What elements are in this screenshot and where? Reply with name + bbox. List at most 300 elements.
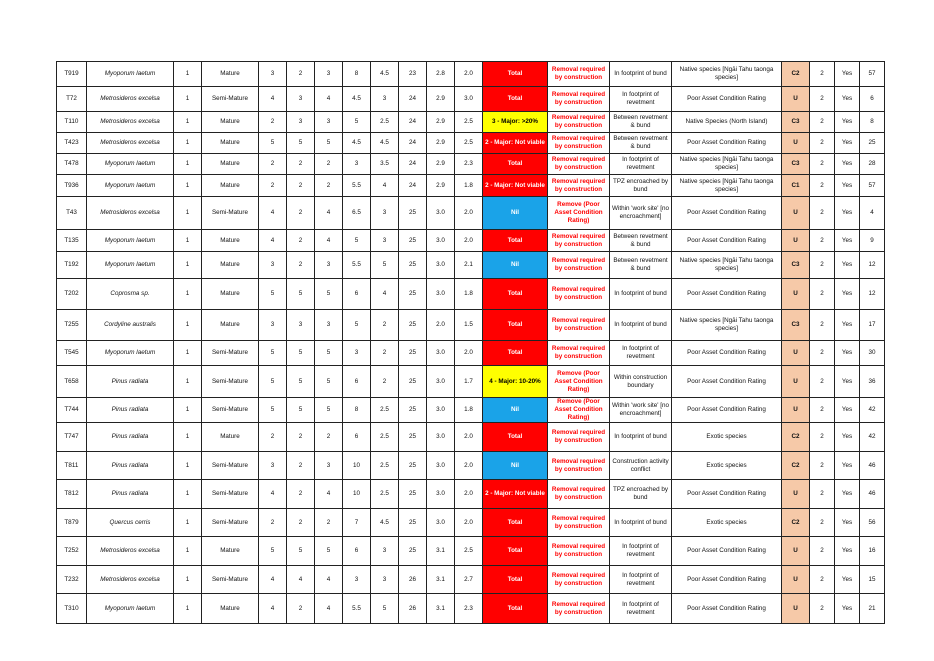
distance-cell: 24: [399, 175, 427, 197]
rating-cell: 2: [287, 509, 315, 537]
rating-cell: 2: [315, 423, 343, 452]
rating-cell: 2: [287, 197, 315, 230]
distance-cell: 25: [399, 537, 427, 566]
quantity-cell: 1: [174, 566, 202, 594]
rating-cell: 3: [259, 452, 287, 480]
species-cell: Quercus cerris: [87, 509, 174, 537]
rating-cell: 5: [315, 279, 343, 310]
encroachment-cell: 2.5: [455, 537, 483, 566]
age-class-cell: Mature: [202, 62, 259, 87]
tree-id-cell: T879: [57, 509, 87, 537]
rating-cell: 3: [315, 310, 343, 341]
action-cell: Removal required by construction: [548, 230, 610, 252]
count-cell: 2: [810, 87, 835, 112]
status-cell: Poor Asset Condition Rating: [672, 594, 782, 624]
rating-cell: 2: [287, 252, 315, 279]
spread-cell: 4: [371, 279, 399, 310]
rating-cell: 2: [315, 509, 343, 537]
tree-id-cell: T310: [57, 594, 87, 624]
tree-id-cell: T135: [57, 230, 87, 252]
age-class-cell: Mature: [202, 154, 259, 175]
yes-cell: Yes: [835, 279, 860, 310]
rating-cell: 5: [259, 366, 287, 398]
rating-cell: 5: [259, 398, 287, 423]
count-cell: 2: [810, 154, 835, 175]
table-row: [57, 452, 885, 480]
count-cell: 2: [810, 594, 835, 624]
rating-cell: 2: [259, 423, 287, 452]
yes-cell: Yes: [835, 175, 860, 197]
class-cell: U: [782, 87, 810, 112]
count-cell: 2: [810, 310, 835, 341]
height-cell: 3: [343, 154, 371, 175]
table-row: [57, 594, 885, 624]
reason-cell: In footprint of bund: [610, 62, 672, 87]
class-cell: U: [782, 594, 810, 624]
species-cell: Pinus radiata: [87, 423, 174, 452]
encroachment-cell: 2.0: [455, 341, 483, 366]
table-row: [57, 133, 885, 154]
table-row: [57, 197, 885, 230]
rating-cell: 4: [315, 197, 343, 230]
quantity-cell: 1: [174, 154, 202, 175]
quantity-cell: 1: [174, 452, 202, 480]
reference-cell: 17: [860, 310, 885, 341]
reference-cell: 56: [860, 509, 885, 537]
quantity-cell: 1: [174, 62, 202, 87]
spread-cell: 4.5: [371, 133, 399, 154]
status-cell: Poor Asset Condition Rating: [672, 398, 782, 423]
action-cell: Removal required by construction: [548, 341, 610, 366]
reason-cell: In footprint of bund: [610, 279, 672, 310]
radius-cell: 2.8: [427, 62, 455, 87]
impact-cell: Total: [483, 566, 548, 594]
age-class-cell: Semi-Mature: [202, 566, 259, 594]
spread-cell: 4.5: [371, 509, 399, 537]
yes-cell: Yes: [835, 310, 860, 341]
yes-cell: Yes: [835, 480, 860, 509]
spread-cell: 2.5: [371, 452, 399, 480]
age-class-cell: Semi-Mature: [202, 452, 259, 480]
distance-cell: 23: [399, 62, 427, 87]
encroachment-cell: 2.1: [455, 252, 483, 279]
reason-cell: Between revetment & bund: [610, 230, 672, 252]
rating-cell: 4: [315, 566, 343, 594]
action-cell: Removal required by construction: [548, 480, 610, 509]
age-class-cell: Semi-Mature: [202, 366, 259, 398]
encroachment-cell: 1.8: [455, 279, 483, 310]
quantity-cell: 1: [174, 230, 202, 252]
action-cell: Removal required by construction: [548, 279, 610, 310]
age-class-cell: Mature: [202, 594, 259, 624]
quantity-cell: 1: [174, 279, 202, 310]
age-class-cell: Mature: [202, 175, 259, 197]
age-class-cell: Mature: [202, 310, 259, 341]
distance-cell: 26: [399, 594, 427, 624]
reference-cell: 42: [860, 398, 885, 423]
count-cell: 2: [810, 62, 835, 87]
reference-cell: 15: [860, 566, 885, 594]
rating-cell: 2: [287, 594, 315, 624]
rating-cell: 4: [315, 480, 343, 509]
impact-cell: Nil: [483, 398, 548, 423]
impact-cell: Nil: [483, 197, 548, 230]
radius-cell: 2.9: [427, 112, 455, 133]
encroachment-cell: 2.5: [455, 112, 483, 133]
species-cell: Myoporum laetum: [87, 230, 174, 252]
rating-cell: 2: [315, 175, 343, 197]
rating-cell: 2: [259, 112, 287, 133]
reason-cell: TPZ encroached by bund: [610, 480, 672, 509]
table-row: [57, 537, 885, 566]
height-cell: 6.5: [343, 197, 371, 230]
count-cell: 2: [810, 175, 835, 197]
species-cell: Metrosideros excelsa: [87, 133, 174, 154]
reference-cell: 42: [860, 423, 885, 452]
reference-cell: 8: [860, 112, 885, 133]
status-cell: Native species [Ngāi Tahu taonga species]: [672, 62, 782, 87]
age-class-cell: Mature: [202, 279, 259, 310]
yes-cell: Yes: [835, 154, 860, 175]
reason-cell: In footprint of revetment: [610, 566, 672, 594]
distance-cell: 25: [399, 366, 427, 398]
reference-cell: 12: [860, 252, 885, 279]
yes-cell: Yes: [835, 398, 860, 423]
rating-cell: 4: [259, 566, 287, 594]
rating-cell: 2: [287, 452, 315, 480]
quantity-cell: 1: [174, 133, 202, 154]
yes-cell: Yes: [835, 423, 860, 452]
quantity-cell: 1: [174, 175, 202, 197]
impact-cell: Total: [483, 509, 548, 537]
rating-cell: 2: [259, 154, 287, 175]
species-cell: Myoporum laetum: [87, 154, 174, 175]
table-row: [57, 279, 885, 310]
age-class-cell: Semi-Mature: [202, 480, 259, 509]
impact-cell: Total: [483, 310, 548, 341]
reason-cell: In footprint of bund: [610, 310, 672, 341]
spread-cell: 5: [371, 252, 399, 279]
quantity-cell: 1: [174, 398, 202, 423]
impact-cell: Total: [483, 594, 548, 624]
action-cell: Remove (Poor Asset Condition Rating): [548, 398, 610, 423]
reference-cell: 4: [860, 197, 885, 230]
reason-cell: In footprint of revetment: [610, 594, 672, 624]
count-cell: 2: [810, 398, 835, 423]
rating-cell: 3: [287, 310, 315, 341]
impact-cell: 2 - Major: Not viable: [483, 133, 548, 154]
action-cell: Removal required by construction: [548, 452, 610, 480]
reason-cell: In footprint of revetment: [610, 87, 672, 112]
reason-cell: In footprint of revetment: [610, 537, 672, 566]
yes-cell: Yes: [835, 452, 860, 480]
yes-cell: Yes: [835, 537, 860, 566]
spread-cell: 5: [371, 594, 399, 624]
age-class-cell: Mature: [202, 112, 259, 133]
reference-cell: 25: [860, 133, 885, 154]
tree-assessment-table: [56, 61, 885, 624]
yes-cell: Yes: [835, 112, 860, 133]
reference-cell: 21: [860, 594, 885, 624]
action-cell: Removal required by construction: [548, 310, 610, 341]
species-cell: Metrosideros excelsa: [87, 87, 174, 112]
spread-cell: 2.5: [371, 398, 399, 423]
rating-cell: 5: [287, 341, 315, 366]
distance-cell: 25: [399, 341, 427, 366]
rating-cell: 2: [287, 423, 315, 452]
reference-cell: 46: [860, 480, 885, 509]
tree-id-cell: T744: [57, 398, 87, 423]
status-cell: Poor Asset Condition Rating: [672, 279, 782, 310]
table-row: [57, 480, 885, 509]
reason-cell: In footprint of bund: [610, 509, 672, 537]
yes-cell: Yes: [835, 341, 860, 366]
distance-cell: 24: [399, 133, 427, 154]
species-cell: Cordyline australis: [87, 310, 174, 341]
quantity-cell: 1: [174, 87, 202, 112]
count-cell: 2: [810, 279, 835, 310]
rating-cell: 4: [259, 594, 287, 624]
tree-id-cell: T110: [57, 112, 87, 133]
height-cell: 5.5: [343, 252, 371, 279]
radius-cell: 3.1: [427, 537, 455, 566]
class-cell: U: [782, 480, 810, 509]
distance-cell: 25: [399, 452, 427, 480]
status-cell: Poor Asset Condition Rating: [672, 133, 782, 154]
reason-cell: In footprint of revetment: [610, 341, 672, 366]
table-row: [57, 87, 885, 112]
radius-cell: 2.9: [427, 133, 455, 154]
age-class-cell: Mature: [202, 423, 259, 452]
class-cell: U: [782, 133, 810, 154]
rating-cell: 2: [259, 175, 287, 197]
rating-cell: 5: [287, 279, 315, 310]
spread-cell: 2.5: [371, 112, 399, 133]
count-cell: 2: [810, 480, 835, 509]
quantity-cell: 1: [174, 509, 202, 537]
yes-cell: Yes: [835, 62, 860, 87]
rating-cell: 3: [259, 252, 287, 279]
count-cell: 2: [810, 509, 835, 537]
species-cell: Myoporum laetum: [87, 62, 174, 87]
impact-cell: Total: [483, 87, 548, 112]
impact-cell: 2 - Major: Not viable: [483, 480, 548, 509]
rating-cell: 4: [315, 87, 343, 112]
radius-cell: 3.0: [427, 197, 455, 230]
table-row: [57, 62, 885, 87]
encroachment-cell: 2.7: [455, 566, 483, 594]
reference-cell: 57: [860, 175, 885, 197]
radius-cell: 3.0: [427, 423, 455, 452]
count-cell: 2: [810, 566, 835, 594]
species-cell: Pinus radiata: [87, 398, 174, 423]
reference-cell: 30: [860, 341, 885, 366]
quantity-cell: 1: [174, 197, 202, 230]
encroachment-cell: 3.0: [455, 87, 483, 112]
reference-cell: 36: [860, 366, 885, 398]
table-body: [57, 62, 885, 624]
quantity-cell: 1: [174, 252, 202, 279]
tree-id-cell: T811: [57, 452, 87, 480]
height-cell: 8: [343, 398, 371, 423]
reference-cell: 9: [860, 230, 885, 252]
impact-cell: Nil: [483, 452, 548, 480]
distance-cell: 25: [399, 398, 427, 423]
height-cell: 8: [343, 62, 371, 87]
reference-cell: 16: [860, 537, 885, 566]
species-cell: Pinus radiata: [87, 366, 174, 398]
yes-cell: Yes: [835, 133, 860, 154]
rating-cell: 5: [287, 133, 315, 154]
species-cell: Metrosideros excelsa: [87, 112, 174, 133]
rating-cell: 5: [259, 133, 287, 154]
count-cell: 2: [810, 452, 835, 480]
yes-cell: Yes: [835, 230, 860, 252]
impact-cell: Total: [483, 279, 548, 310]
quantity-cell: 1: [174, 112, 202, 133]
action-cell: Removal required by construction: [548, 62, 610, 87]
action-cell: Removal required by construction: [548, 112, 610, 133]
count-cell: 2: [810, 197, 835, 230]
radius-cell: 3.0: [427, 480, 455, 509]
quantity-cell: 1: [174, 423, 202, 452]
tree-id-cell: T423: [57, 133, 87, 154]
rating-cell: 4: [259, 197, 287, 230]
species-cell: Myoporum laetum: [87, 175, 174, 197]
class-cell: C3: [782, 154, 810, 175]
rating-cell: 3: [315, 452, 343, 480]
action-cell: Removal required by construction: [548, 594, 610, 624]
count-cell: 2: [810, 133, 835, 154]
status-cell: Exotic species: [672, 452, 782, 480]
count-cell: 2: [810, 230, 835, 252]
encroachment-cell: 2.3: [455, 594, 483, 624]
status-cell: Poor Asset Condition Rating: [672, 87, 782, 112]
species-cell: Myoporum laetum: [87, 252, 174, 279]
species-cell: Pinus radiata: [87, 480, 174, 509]
reference-cell: 46: [860, 452, 885, 480]
distance-cell: 25: [399, 230, 427, 252]
table-row: [57, 230, 885, 252]
rating-cell: 5: [287, 398, 315, 423]
impact-cell: Total: [483, 230, 548, 252]
radius-cell: 3.0: [427, 509, 455, 537]
quantity-cell: 1: [174, 341, 202, 366]
height-cell: 10: [343, 480, 371, 509]
spread-cell: 3.5: [371, 154, 399, 175]
quantity-cell: 1: [174, 480, 202, 509]
height-cell: 3: [343, 341, 371, 366]
impact-cell: Nil: [483, 252, 548, 279]
height-cell: 6: [343, 423, 371, 452]
table-row: [57, 423, 885, 452]
species-cell: Myoporum laetum: [87, 594, 174, 624]
spread-cell: 2.5: [371, 423, 399, 452]
status-cell: Exotic species: [672, 509, 782, 537]
tree-id-cell: T43: [57, 197, 87, 230]
count-cell: 2: [810, 423, 835, 452]
tree-id-cell: T545: [57, 341, 87, 366]
reference-cell: 12: [860, 279, 885, 310]
impact-cell: Total: [483, 537, 548, 566]
reason-cell: Between revetment & bund: [610, 252, 672, 279]
table-row: [57, 566, 885, 594]
reason-cell: Between revetment & bund: [610, 112, 672, 133]
reason-cell: TPZ encroached by bund: [610, 175, 672, 197]
age-class-cell: Mature: [202, 537, 259, 566]
table-row: [57, 154, 885, 175]
tree-id-cell: T658: [57, 366, 87, 398]
rating-cell: 2: [287, 154, 315, 175]
height-cell: 5: [343, 112, 371, 133]
class-cell: C2: [782, 452, 810, 480]
class-cell: C2: [782, 509, 810, 537]
yes-cell: Yes: [835, 594, 860, 624]
impact-cell: Total: [483, 423, 548, 452]
rating-cell: 4: [315, 594, 343, 624]
status-cell: Exotic species: [672, 423, 782, 452]
action-cell: Removal required by construction: [548, 537, 610, 566]
tree-id-cell: T202: [57, 279, 87, 310]
distance-cell: 26: [399, 566, 427, 594]
class-cell: U: [782, 537, 810, 566]
impact-cell: 2 - Major: Not viable: [483, 175, 548, 197]
rating-cell: 5: [259, 537, 287, 566]
action-cell: Removal required by construction: [548, 423, 610, 452]
reason-cell: Within 'work site' [no encroachment]: [610, 398, 672, 423]
rating-cell: 4: [287, 566, 315, 594]
class-cell: C3: [782, 310, 810, 341]
age-class-cell: Mature: [202, 252, 259, 279]
species-cell: Metrosideros excelsa: [87, 566, 174, 594]
table-row: [57, 112, 885, 133]
distance-cell: 25: [399, 252, 427, 279]
rating-cell: 2: [315, 154, 343, 175]
height-cell: 4.5: [343, 133, 371, 154]
rating-cell: 2: [287, 230, 315, 252]
encroachment-cell: 1.8: [455, 175, 483, 197]
rating-cell: 5: [315, 398, 343, 423]
encroachment-cell: 2.0: [455, 423, 483, 452]
table-row: [57, 310, 885, 341]
encroachment-cell: 2.0: [455, 480, 483, 509]
rating-cell: 3: [315, 112, 343, 133]
reason-cell: In footprint of revetment: [610, 154, 672, 175]
rating-cell: 4: [315, 230, 343, 252]
table-row: [57, 252, 885, 279]
quantity-cell: 1: [174, 594, 202, 624]
rating-cell: 2: [287, 175, 315, 197]
distance-cell: 25: [399, 423, 427, 452]
radius-cell: 2.9: [427, 87, 455, 112]
action-cell: Removal required by construction: [548, 154, 610, 175]
class-cell: U: [782, 398, 810, 423]
yes-cell: Yes: [835, 252, 860, 279]
reason-cell: Within construction boundary: [610, 366, 672, 398]
count-cell: 2: [810, 112, 835, 133]
encroachment-cell: 2.3: [455, 154, 483, 175]
spread-cell: 2.5: [371, 480, 399, 509]
impact-cell: 3 - Major: >20%: [483, 112, 548, 133]
tree-id-cell: T255: [57, 310, 87, 341]
species-cell: Myoporum laetum: [87, 341, 174, 366]
encroachment-cell: 1.8: [455, 398, 483, 423]
quantity-cell: 1: [174, 537, 202, 566]
radius-cell: 3.1: [427, 594, 455, 624]
action-cell: Removal required by construction: [548, 133, 610, 154]
count-cell: 2: [810, 537, 835, 566]
age-class-cell: Semi-Mature: [202, 509, 259, 537]
